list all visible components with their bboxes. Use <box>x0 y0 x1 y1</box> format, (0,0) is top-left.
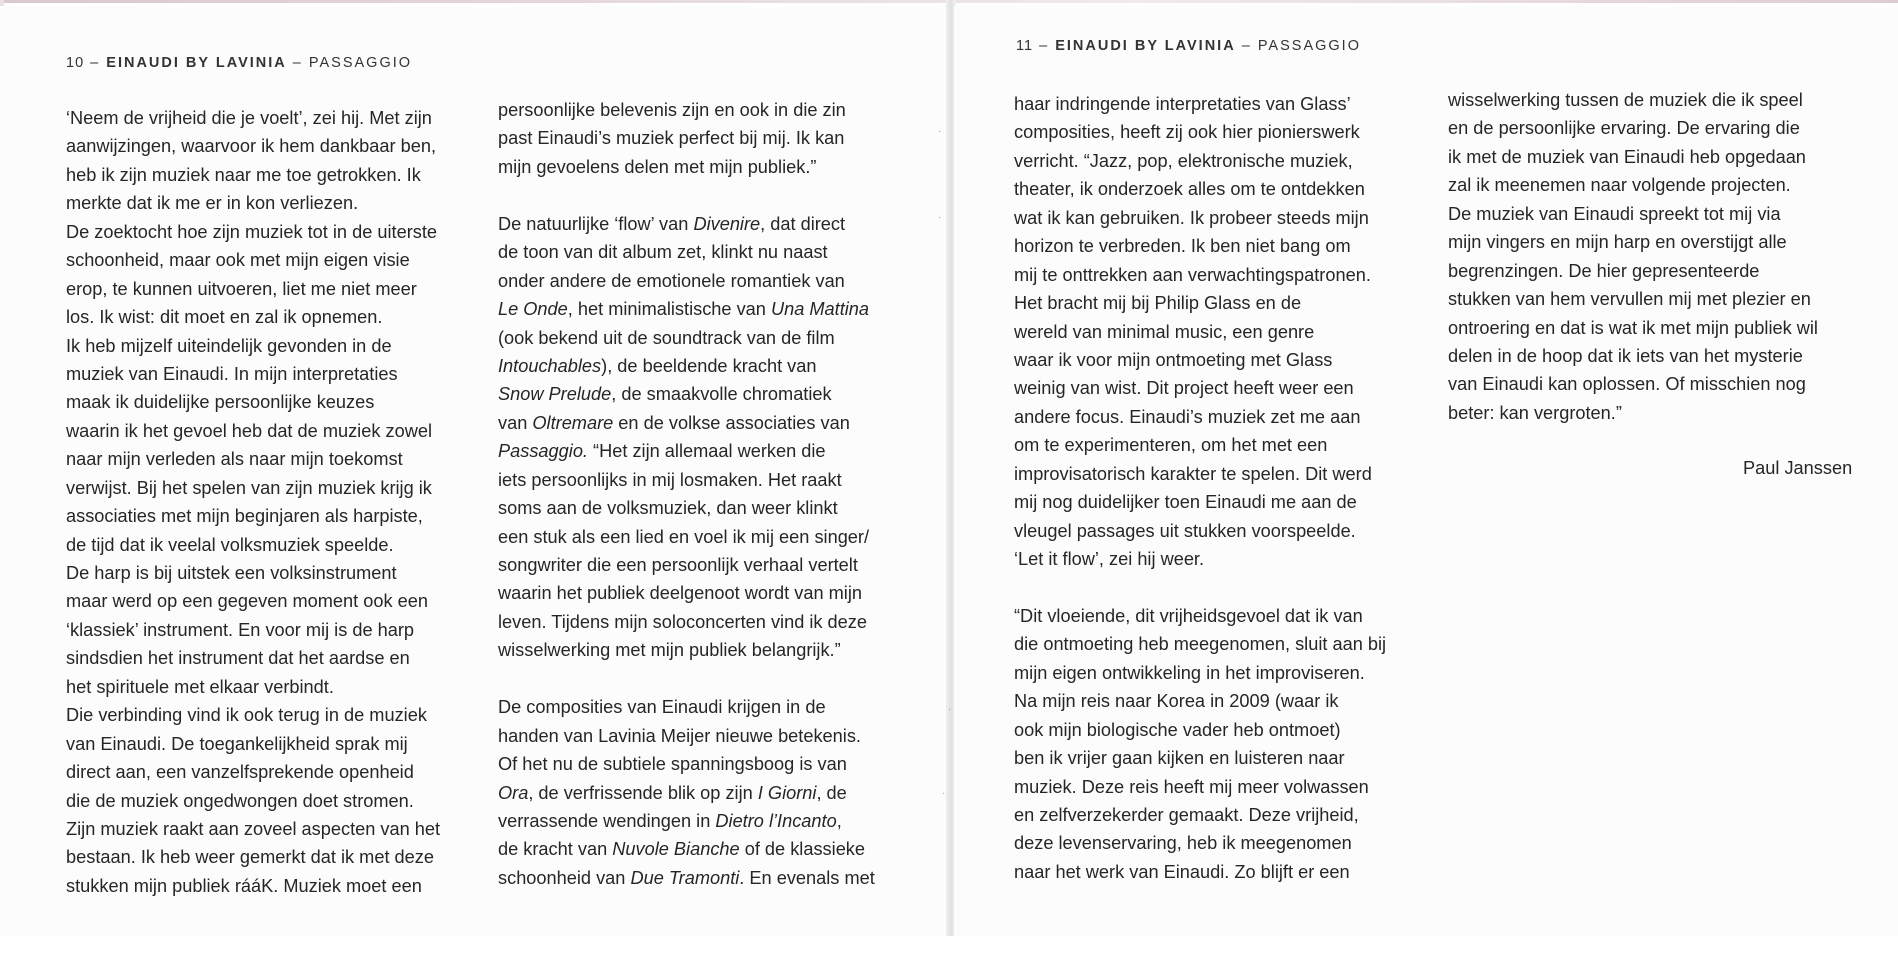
text-column-2 <box>498 96 938 892</box>
header-subtitle: PASSAGGIO <box>1257 38 1361 54</box>
text-line: ontroering en dat is wat ik met mijn publiek wil <box>1448 317 1818 338</box>
text-line: ik met de muziek van Einaudi heb opgedaan <box>1448 146 1806 167</box>
text-line: zal ik meenemen naar volgende projecten. <box>1448 175 1791 196</box>
text-line: naar het werk van Einaudi. Zo blijft er een <box>1014 861 1350 882</box>
text-line: begrenzingen. De hier gepresenteerde <box>1448 260 1760 281</box>
text-line: “Dit vloeiende, dit vrijheidsgevoel dat ik van <box>1014 605 1363 626</box>
text-line: associaties met mijn beginjaren als harpiste, <box>66 506 423 527</box>
text-line: horizon te verbreden. Ik ben niet bang om <box>1014 236 1351 257</box>
bottom-margin <box>0 936 1898 954</box>
text-line: onder andere de emotionele romantiek van <box>498 270 845 291</box>
text-column-3 <box>1014 90 1454 886</box>
text-column-1 <box>66 104 506 900</box>
text-line: mijn eigen ontwikkeling in het improviseren. <box>1014 662 1365 683</box>
text-line: waarin het publiek deelgenoot wordt van mijn <box>498 583 862 604</box>
text-line: de tijd dat ik veelal volksmuziek speelde. <box>66 534 394 555</box>
header-separator: – <box>1241 38 1252 54</box>
text-line: wisselwerking tussen de muziek die ik speel <box>1448 90 1803 110</box>
text-line: theater, ik onderzoek alles om te ontdekken <box>1014 179 1365 200</box>
text-line: ben ik vrijer gaan kijken en luisteren naar <box>1014 748 1345 769</box>
text-line: Ora, de verfrissende blik op zijn I Giorni, de <box>498 782 847 803</box>
text-line: een stuk als een lied en voel ik mij een singer/ <box>498 526 870 547</box>
text-line: improvisatorisch karakter te spelen. Dit werd <box>1014 463 1372 484</box>
text-line: ook mijn biologische vader heb ontmoet) <box>1014 719 1341 740</box>
text-line: bestaan. Ik heb weer gemerkt dat ik met deze <box>66 847 434 868</box>
header-separator: – <box>90 55 101 71</box>
text-line: haar indringende interpretaties van Glass’ <box>1014 94 1351 114</box>
text-line: en zelfverzekerder gemaakt. Deze vrijheid, <box>1014 804 1359 825</box>
print-mark: · <box>938 126 942 137</box>
text-line: naar mijn verleden als naar mijn toekomst <box>66 449 403 470</box>
text-line: maak ik duidelijke persoonlijke keuzes <box>66 392 375 413</box>
text-line: De muziek van Einaudi spreekt tot mij via <box>1448 203 1781 224</box>
right-page-header <box>1016 38 1361 54</box>
text-line: Na mijn reis naar Korea in 2009 (waar ik <box>1014 691 1339 712</box>
text-line: Le Onde, het minimalistische van Una Mattina <box>498 299 870 320</box>
paragraph-gap <box>498 181 938 209</box>
text-line: beter: kan vergroten.” <box>1448 402 1622 423</box>
text-line: Het bracht mij bij Philip Glass en de <box>1014 293 1302 314</box>
text-column-4 <box>1448 86 1888 427</box>
text-line: de kracht van Nuvole Bianche of de klassieke <box>498 839 866 860</box>
text-line: Intouchables), de beeldende kracht van <box>498 355 817 376</box>
text-line: leven. Tijdens mijn soloconcerten vind ik deze <box>498 611 867 632</box>
header-separator: – <box>1039 38 1050 54</box>
header-subtitle: PASSAGGIO <box>308 55 413 71</box>
print-mark: · <box>942 788 946 799</box>
text-line: songwriter die een persoonlijk verhaal vertelt <box>498 555 858 575</box>
text-line: schoonheid van Due Tramonti. En evenals met <box>498 867 875 888</box>
left-page-header <box>66 55 412 71</box>
paragraph-gap <box>1014 573 1454 601</box>
page-number: 10 <box>66 55 85 71</box>
text-line: mijn gevoelens delen met mijn publiek.” <box>498 156 817 177</box>
text-line: Passaggio. “Het zijn allemaal werken die <box>498 441 826 462</box>
paragraph-gap <box>498 665 938 693</box>
text-line: muziek. Deze reis heeft mij meer volwassen <box>1014 776 1369 797</box>
text-line: maar werd op een gegeven moment ook een <box>66 591 428 612</box>
text-line: handen van Lavinia Meijer nieuwe betekenis. <box>498 725 861 746</box>
text-line: wisselwerking met mijn publiek belangrijk.” <box>498 640 841 661</box>
text-line: delen in de hoop dat ik iets van het mysterie <box>1448 345 1803 366</box>
text-line: het spirituele met elkaar verbindt. <box>66 676 334 697</box>
text-line: heb ik zijn muziek naar me toe getrokken. Ik <box>66 164 421 185</box>
print-mark: · <box>948 704 952 715</box>
text-line: (ook bekend uit de soundtrack van de film <box>498 327 835 348</box>
header-title: EINAUDI BY LAVINIA <box>106 55 287 71</box>
text-line: soms aan de volksmuziek, dan weer klinkt <box>498 498 838 519</box>
text-line: de toon van dit album zet, klinkt nu naast <box>498 242 828 263</box>
text-line: De natuurlijke ‘flow’ van Divenire, dat direct <box>498 213 846 234</box>
text-line: deze levenservaring, heb ik meegenomen <box>1014 833 1352 854</box>
text-line: mij te onttrekken aan verwachtingspatronen. <box>1014 264 1371 285</box>
text-line: stukken van hem vervullen mij met plezier en <box>1448 289 1811 310</box>
text-line: die ontmoeting heb meegenomen, sluit aan bij <box>1014 634 1387 655</box>
page-number: 11 <box>1016 38 1034 54</box>
text-line: van Einaudi kan oplossen. Of misschien nog <box>1448 374 1806 395</box>
text-line: De zoektocht hoe zijn muziek tot in de uiterste <box>66 221 438 242</box>
text-line: Of het nu de subtiele spanningsboog is van <box>498 754 847 775</box>
text-line: om te experimenteren, om het met een <box>1014 435 1328 456</box>
text-line: verwijst. Bij het spelen van zijn muziek krijg ik <box>66 477 432 498</box>
text-line: stukken mijn publiek rááK. Muziek moet een <box>66 875 422 896</box>
text-line: sindsdien het instrument dat het aardse en <box>66 648 410 669</box>
text-line: los. Ik wist: dit moet en zal ik opnemen. <box>66 307 383 328</box>
text-line: mijn vingers en mijn harp en overstijgt alle <box>1448 232 1787 253</box>
text-line: verrassende wendingen in Dietro l’Incanto, <box>498 810 842 831</box>
header-separator: – <box>292 55 303 71</box>
text-line: Ik heb mijzelf uiteindelijk gevonden in de <box>66 335 392 356</box>
text-line: merkte dat ik me er in kon verliezen. <box>66 193 359 214</box>
text-line: direct aan, een vanzelfsprekende openheid <box>66 762 414 783</box>
text-line: erop, te kunnen uitvoeren, liet me niet meer <box>66 278 417 299</box>
text-line: van Oltremare en de volkse associaties van <box>498 412 850 433</box>
text-line: muziek van Einaudi. In mijn interpretaties <box>66 363 398 384</box>
text-line: composities, heeft zij ook hier pionierswerk <box>1014 122 1360 143</box>
text-line: ‘klassiek’ instrument. En voor mij is de harp <box>66 619 415 640</box>
text-line: en de persoonlijke ervaring. De ervaring die <box>1448 118 1800 139</box>
text-line: Snow Prelude, de smaakvolle chromatiek <box>498 384 832 405</box>
text-line: waar ik voor mijn ontmoeting met Glass <box>1014 349 1333 370</box>
text-line: iets persoonlijks in mij losmaken. Het raakt <box>498 469 842 490</box>
text-line: weinig van wist. Dit project heeft weer een <box>1014 378 1354 399</box>
text-line: wat ik kan gebruiken. Ik probeer steeds mijn <box>1014 207 1369 228</box>
text-line: van Einaudi. De toegankelijkheid sprak mij <box>66 733 408 754</box>
text-line: Zijn muziek raakt aan zoveel aspecten van het <box>66 818 441 839</box>
text-line: wereld van minimal music, een genre <box>1014 321 1315 342</box>
author-signature: Paul Janssen <box>1743 458 1853 478</box>
text-line: waarin ik het gevoel heb dat de muziek zowel <box>66 420 432 441</box>
text-line: vleugel passages uit stukken voorspeelde. <box>1014 520 1356 541</box>
text-line: aanwijzingen, waarvoor ik hem dankbaar ben, <box>66 136 437 157</box>
text-line: persoonlijke belevenis zijn en ook in die zin <box>498 100 846 120</box>
text-line: schoonheid, maar ook met mijn eigen visie <box>66 250 410 271</box>
text-line: De harp is bij uitstek een volksinstrument <box>66 563 397 583</box>
text-line: De composities van Einaudi krijgen in de <box>498 697 826 718</box>
text-line: ‘Let it flow’, zei hij weer. <box>1014 549 1205 569</box>
text-line: andere focus. Einaudi’s muziek zet me aan <box>1014 406 1361 427</box>
text-line: past Einaudi’s muziek perfect bij mij. Ik kan <box>498 128 845 149</box>
print-mark: · <box>938 212 942 223</box>
text-line: Die verbinding vind ik ook terug in de muziek <box>66 705 427 726</box>
text-line: die de muziek ongedwongen doet stromen. <box>66 790 414 811</box>
text-line: mij nog duidelijker toen Einaudi me aan de <box>1014 492 1357 513</box>
text-line: ‘Neem de vrijheid die je voelt’, zei hij. Met zijn <box>66 108 432 128</box>
header-title: EINAUDI BY LAVINIA <box>1055 38 1236 54</box>
text-line: verricht. “Jazz, pop, elektronische muziek, <box>1014 150 1353 171</box>
